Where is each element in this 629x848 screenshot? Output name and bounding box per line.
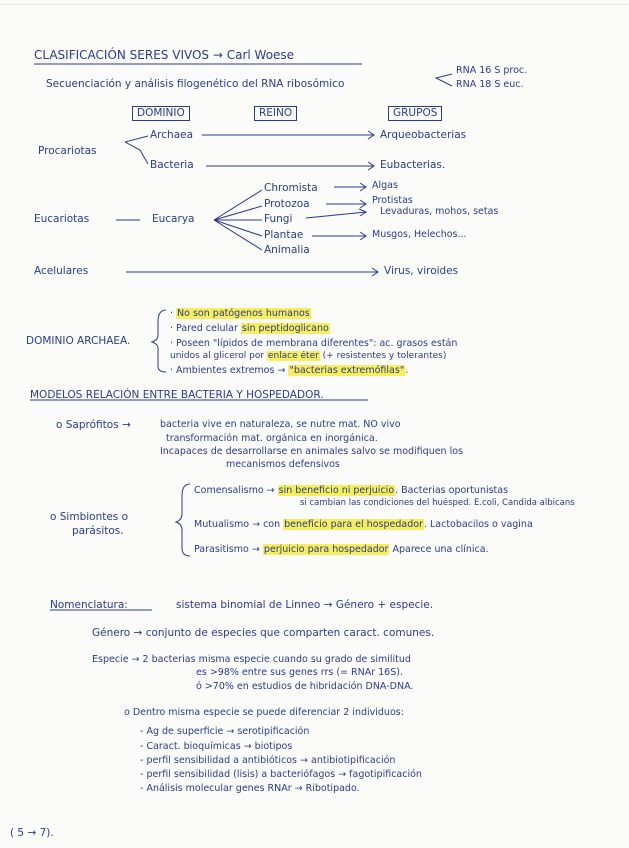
group-protistas: Protistas bbox=[372, 195, 413, 206]
symbionts-label: o Simbiontes o bbox=[50, 511, 129, 523]
saprophytes-line: transformación mat. orgánica en inorgánica. bbox=[166, 433, 378, 444]
domain-bacteria: Bacteria bbox=[150, 159, 194, 171]
page-title: CLASIFICACIÓN SERES VIVOS → Carl Woese bbox=[34, 48, 295, 62]
kingdom-plantae: Plantae bbox=[264, 229, 304, 241]
eukaryotes-label: Eucariotas bbox=[34, 213, 90, 225]
group-plantae: Musgos, Helechos... bbox=[372, 229, 467, 240]
archaea-item: · Ambientes extremos → "bacterias extremófilas". bbox=[170, 365, 409, 376]
species-def: Especie → 2 bacterias misma especie cuando su grado de similitud bbox=[92, 654, 411, 665]
domain-eucarya: Eucarya bbox=[152, 213, 195, 225]
saprophytes-line: mecanismos defensivos bbox=[226, 459, 340, 470]
header-domain: DOMINIO bbox=[132, 106, 190, 121]
group-algas: Algas bbox=[372, 180, 398, 191]
archaea-item: unidos al glicerol por enlace éter (+ resistentes y tolerantes) bbox=[170, 351, 447, 361]
mutualism: Mutualismo → con beneficio para el hospedador. Lactobacilos o vagina bbox=[194, 519, 533, 530]
group-archaea: Arqueobacterias bbox=[380, 129, 467, 141]
nomenclature-def: sistema binomial de Linneo → Género + especie. bbox=[176, 599, 434, 611]
nomenclature-label: Nomenclatura: bbox=[50, 599, 128, 611]
parasitism: Parasitismo → perjuicio para hospedador Aparece una clínica. bbox=[194, 544, 489, 555]
header-groups: GRUPOS bbox=[388, 106, 442, 121]
kingdom-chromista: Chromista bbox=[264, 182, 318, 194]
header-kingdom: REINO bbox=[254, 106, 297, 121]
saprophytes-label: o Saprófitos → bbox=[56, 419, 131, 431]
group-bacteria: Eubacterias. bbox=[380, 159, 446, 171]
differentiation-item: - perfil sensibilidad a antibióticos → antibiotipificación bbox=[140, 755, 396, 766]
archaea-item: · No son patógenos humanos bbox=[170, 308, 310, 319]
group-virus: Virus, viroides bbox=[384, 265, 459, 277]
acellular-label: Acelulares bbox=[34, 265, 89, 277]
page-reference: ( 5 → 7). bbox=[10, 827, 54, 839]
commensalism-sub: si cambian las condiciones del huésped. E.coli, Candida albicans bbox=[300, 498, 575, 508]
archaea-item: · Pared celular sin peptidoglicano bbox=[170, 323, 329, 334]
species-def: es >98% entre sus genes rrs (= RNAr 16S). bbox=[196, 667, 403, 678]
archaea-item: · Poseen "lípidos de membrana diferentes": ac. grasos están bbox=[170, 338, 458, 349]
differentiation-item: - Caract. bioquímicas → biotipos bbox=[140, 741, 293, 752]
rna-note-16s: RNA 16 S proc. bbox=[456, 65, 528, 76]
group-fungi: Levaduras, mohos, setas bbox=[380, 206, 499, 217]
archaea-title: DOMINIO ARCHAEA. bbox=[26, 335, 131, 347]
saprophytes-line: bacteria vive en naturaleza, se nutre mat. NO vivo bbox=[160, 419, 401, 430]
commensalism: Comensalismo → sin beneficio ni perjuicio. Bacterias oportunistas bbox=[194, 485, 509, 496]
differentiation-item: - perfil sensibilidad (lisis) a bacteriófagos → fagotipificación bbox=[140, 769, 422, 780]
models-title: MODELOS RELACIÓN ENTRE BACTERIA Y HOSPEDADOR. bbox=[30, 389, 324, 401]
kingdom-protozoa: Protozoa bbox=[264, 198, 310, 210]
genus-def: Género → conjunto de especies que comparten caract. comunes. bbox=[92, 627, 435, 639]
differentiation-item: - Análisis molecular genes RNAr → Ribotipado. bbox=[140, 783, 360, 794]
kingdom-animalia: Animalia bbox=[264, 244, 310, 256]
rna-note-18s: RNA 18 S euc. bbox=[456, 79, 524, 90]
saprophytes-line: Incapaces de desarrollarse en animales salvo se modifiquen los bbox=[160, 446, 463, 457]
prokaryotes-label: Procariotas bbox=[38, 145, 97, 157]
subtitle: Secuenciación y análisis filogenético del RNA ribosómico bbox=[46, 78, 345, 90]
symbionts-label-2: parásitos. bbox=[72, 525, 124, 537]
kingdom-fungi: Fungi bbox=[264, 213, 293, 225]
differentiation-item: - Ag de superficie → serotipificación bbox=[140, 726, 310, 737]
domain-archaea: Archaea bbox=[150, 129, 194, 141]
species-def: ó >70% en estudios de hibridación DNA-DNA. bbox=[196, 681, 414, 692]
differentiation-title: o Dentro misma especie se puede diferenciar 2 individuos: bbox=[124, 707, 404, 718]
